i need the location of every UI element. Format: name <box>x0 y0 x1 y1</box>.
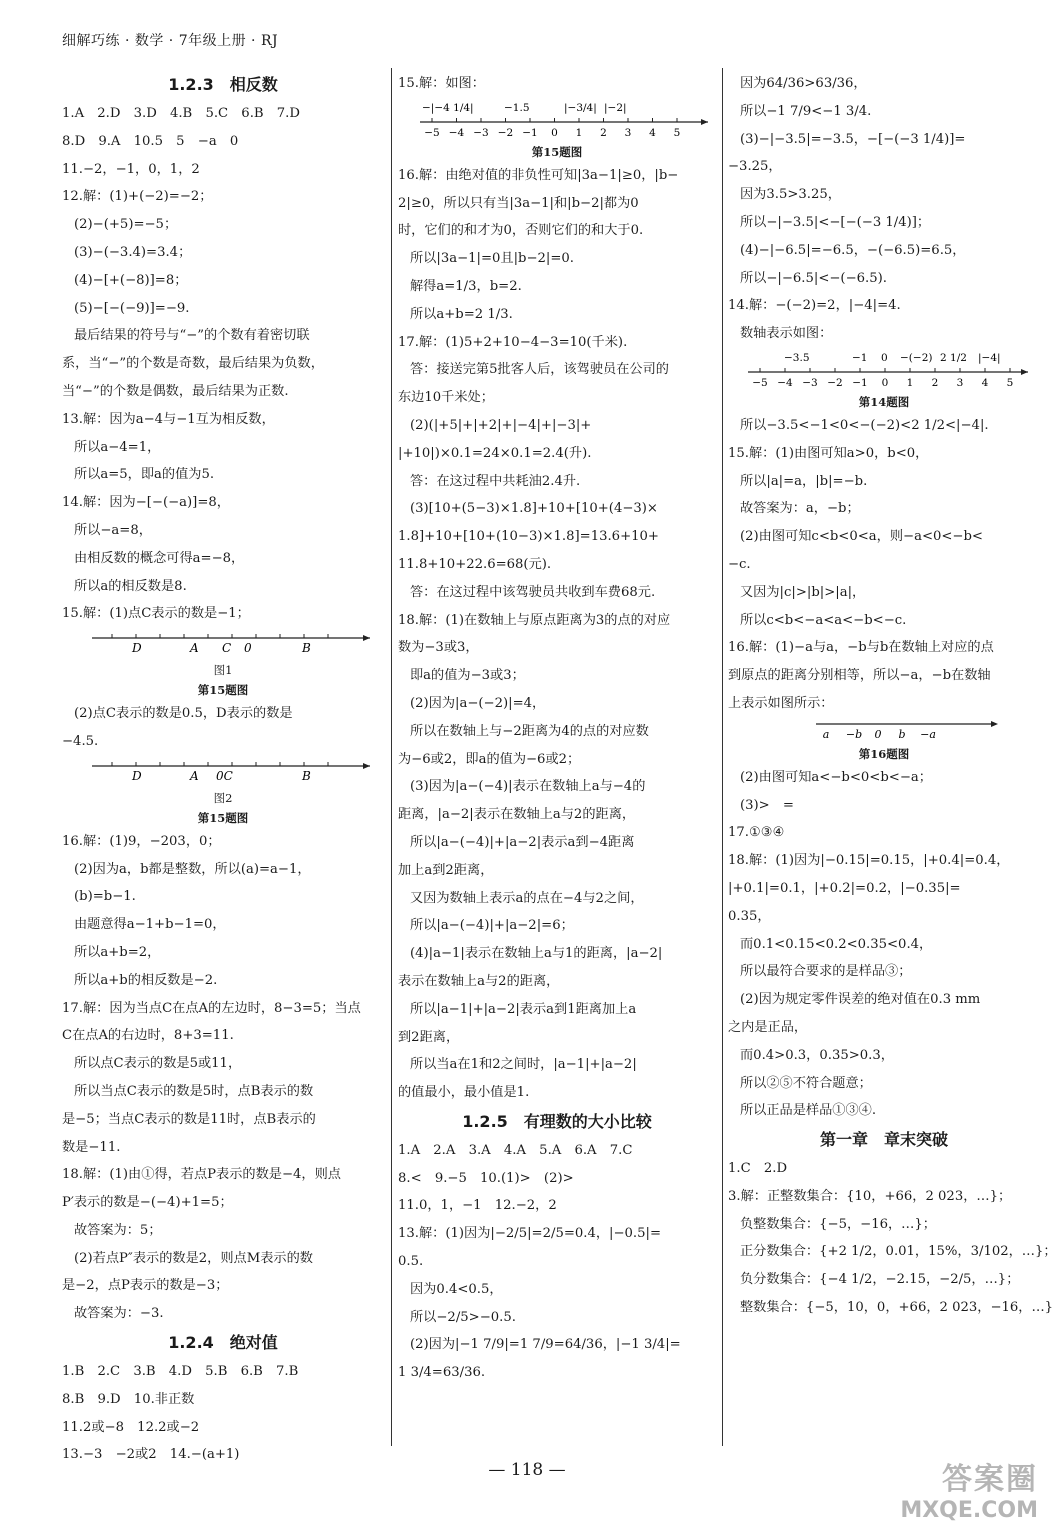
answer-line: 之内是正品， <box>728 1019 808 1035</box>
tick-label: 3 <box>956 376 964 389</box>
answer-line: 加上a到2距离， <box>398 862 494 878</box>
point-label: −1.5 <box>504 101 530 114</box>
answer-line: (b)=b−1. <box>74 889 136 905</box>
point-label: −|−4 1/4| <box>422 101 474 114</box>
answer-line: 所以c<b<−a<a<−b<−c. <box>740 612 907 628</box>
point-label: a <box>822 727 830 741</box>
answer-line: 的值最小，最小值是1. <box>398 1085 530 1101</box>
answer-line: 16.解：由绝对值的非负性可知|3a−1|≥0，|b− <box>398 167 679 183</box>
answer-line: (2)(|+5|+|+2|+|−4|+|−3|+ <box>410 417 592 433</box>
answer-line: 16.解：(1)9，−203，0； <box>62 833 221 849</box>
point-label: 0 <box>874 727 882 741</box>
point-label: −3.5 <box>784 351 810 364</box>
answer-line: 到2距离， <box>398 1029 460 1045</box>
answer-line: 又因为数轴上表示a的点在−4与2之间， <box>410 890 644 906</box>
answer-line: 8.< 9.−5 10.(1)> (2)> <box>398 1170 574 1186</box>
answer-line: 所以②⑤不符合题意； <box>740 1075 872 1091</box>
point-label: C <box>222 641 232 656</box>
answer-line: 18.解：(1)因为|−0.15|=0.15，|+0.4|=0.4， <box>728 853 1010 869</box>
tick-label: −2 <box>497 126 514 139</box>
tick-label: 4 <box>981 376 989 389</box>
answer-line: 整数集合：{−5，10，0，+66，2 023，−16，…} <box>740 1300 1054 1316</box>
answer-line: (2)由图可知a<−b<0<b<−a； <box>740 769 932 785</box>
answer-line: 11.8+10+22.6=68(元). <box>398 556 552 572</box>
watermark-logo <box>878 1462 1038 1532</box>
answer-line: 因为3.5>3.25， <box>740 187 841 203</box>
answer-line: 表示在数轴上a与2的距离， <box>398 973 560 989</box>
answer-line: 当“−”的个数是偶数，最后结果为正数. <box>62 383 289 399</box>
answer-block <box>62 828 384 1328</box>
answer-line: |+10|)×0.1=24×0.1=2.4(升). <box>398 445 592 461</box>
answer-line: 13.解：(1)因为|−2/5|=2/5=0.4，|−0.5|= <box>398 1226 662 1242</box>
point-label: D <box>132 768 142 783</box>
answer-line: 所以|3a−1|=0且|b−2|=0. <box>410 251 574 267</box>
answer-line: 1.A 2.A 3.A 4.A 5.A 6.A 7.C <box>398 1142 633 1158</box>
answer-line: 16.解：(1)−a与a，−b与b在数轴上对应的点 <box>728 640 994 656</box>
answer-line: 11.0，1，−1 12.−2，2 <box>398 1198 557 1214</box>
answer-line: 所以|a|=a，|b|=−b. <box>740 473 868 489</box>
answer-line: 答：在这过程中该驾驶员共收到车费68元. <box>410 584 656 600</box>
answer-line: 距离，|a−2|表示在数轴上a与2的距离， <box>398 807 636 823</box>
figure-caption: 第14题图 <box>858 394 910 409</box>
answer-line: 13.−3 −2或2 14.−(a+1) <box>62 1447 240 1463</box>
watermark-text: 答案圈 <box>942 1462 1038 1497</box>
point-label: |−3/4| <box>564 101 597 114</box>
point-label: A <box>190 768 199 783</box>
answer-line: 数轴表示如图： <box>740 326 833 342</box>
answer-line: 由题意得a−1+b−1=0， <box>74 917 226 933</box>
point-label: D <box>132 641 142 656</box>
column-middle <box>398 70 716 1446</box>
answer-line: 所以最符合要求的是样品③； <box>740 964 912 980</box>
answer-line: (2)因为|a−(−2)|=4， <box>410 695 546 711</box>
answer-line: (2)点C表示的数是0.5，D表示的数是 <box>74 706 293 722</box>
tick-label: −3 <box>473 126 489 139</box>
answer-block <box>728 70 1040 348</box>
answer-line: 2|≥0，所以只有当|3a−1|和|b−2|都为0 <box>398 195 639 211</box>
answer-line: 解得a=1/3，b=2. <box>410 278 522 294</box>
answer-line: 所以点C表示的数是5或11， <box>74 1056 242 1072</box>
tick-label: 3 <box>624 126 632 139</box>
answer-block <box>398 70 716 98</box>
answer-line: (3)−|−3.5|=−3.5，−[−(−3 1/4)]= <box>740 131 966 147</box>
answer-line: (3)因为|a−(−4)|表示在数轴上a与−4的 <box>410 779 646 795</box>
answer-line: 因为64/36>63/36， <box>740 76 867 91</box>
answer-line: 由相反数的概念可得a=−8， <box>74 550 245 566</box>
answer-line: 最后结果的符号与“−”的个数有着密切联 <box>74 328 310 344</box>
tick-label: 4 <box>649 126 656 139</box>
tick-label: −1 <box>522 126 538 139</box>
point-label: 0 <box>881 351 888 364</box>
answer-line: (4)|a−1|表示在数轴上a与1的距离，|a−2| <box>410 946 663 962</box>
answer-line: 17.解：(1)5+2+10−4−3=10(千米). <box>398 334 628 350</box>
answer-line: 因为0.4<0.5， <box>410 1281 503 1297</box>
tick-label: 0 <box>551 126 558 139</box>
answer-line: 15.解：如图： <box>398 76 485 91</box>
answer-block <box>728 764 1040 1125</box>
section-title: 1.2.4 绝对值 <box>168 1333 278 1353</box>
answer-line: 0.5. <box>398 1254 424 1270</box>
answer-line: 所以|a−(−4)|+|a−2|=6； <box>410 918 574 934</box>
tick-label: 2 <box>931 376 939 389</box>
number-line-figure <box>728 718 1040 744</box>
answer-block <box>62 1358 384 1469</box>
point-label: −a <box>920 727 936 741</box>
answer-line: P′表示的数是−(−4)+1=5； <box>62 1195 233 1211</box>
answer-line: 所以a的相反数是8. <box>74 578 187 594</box>
answer-line: 上表示如图所示： <box>728 695 834 711</box>
answer-line: 所以−a=8， <box>74 522 152 538</box>
tick-label: 5 <box>673 126 681 139</box>
answer-line: 15.解：(1)由图可知a>0，b<0， <box>728 445 929 461</box>
answer-line: 又因为|c|>|b|>|a|， <box>740 584 866 600</box>
answer-line: 18.解：(1)在数轴上与原点距离为3的点的对应 <box>398 612 671 628</box>
answer-line: 到原点的距离分别相等，所以−a，−b在数轴 <box>728 668 991 684</box>
point-label: B <box>302 768 311 783</box>
point-label: A <box>190 641 199 656</box>
answer-line: 系，当“−”的个数是奇数，最后结果为负数， <box>62 356 324 372</box>
answer-line: 1.A 2.D 3.D 4.B 5.C 6.B 7.D <box>62 106 300 121</box>
answer-block <box>728 412 1040 718</box>
answer-line: (4)−|−6.5|=−6.5，−(−6.5)=6.5， <box>740 242 966 258</box>
point-label: 0 <box>244 641 252 656</box>
answer-line: (2)因为a，b都是整数，所以(a)=a−1， <box>74 861 311 877</box>
answer-line: 1.C 2.D <box>728 1161 788 1177</box>
answer-line: 答：在这过程中共耗油2.4升. <box>410 473 581 489</box>
tick-label: −2 <box>827 376 843 389</box>
answer-line: (2)因为|−1 7/9|=1 7/9=64/36，|−1 3/4|= <box>410 1337 681 1353</box>
answer-line: 故答案为：5； <box>74 1222 162 1238</box>
point-label: 2 1/2 <box>940 351 967 364</box>
answer-line: 时，它们的和才为0，否则它们的和大于0. <box>398 223 644 239</box>
point-label: −b <box>845 727 863 741</box>
answer-line: 为−6或2，即a的值为−6或2； <box>398 751 581 767</box>
answer-line: 所以−|−3.5|<−[−(−3 1/4)]； <box>740 214 931 230</box>
answer-line: −3.25， <box>728 159 782 175</box>
number-line-figure <box>398 98 716 142</box>
answer-line: (2)若点P″表示的数是2，则点M表示的数 <box>74 1250 313 1266</box>
answer-line: (3)> = <box>740 797 794 813</box>
answer-line: (2)由图可知c<b<0<a，则−a<0<−b< <box>740 529 983 545</box>
tick-label: 2 <box>600 126 607 139</box>
answer-line: 东边10千米处； <box>398 390 494 406</box>
figure-caption: 第15题图 <box>197 810 249 825</box>
figure-sublabel: 图2 <box>213 790 233 805</box>
answer-line: 所以−|−6.5|<−(−6.5). <box>740 270 887 286</box>
answer-line: 8.D 9.A 10.5 5 −a 0 <box>62 133 239 149</box>
answer-line: |+0.1|=0.1，|+0.2|=0.2，|−0.35|= <box>728 880 961 896</box>
answer-line: 所以a=5，即a的值为5. <box>74 467 215 483</box>
answer-line: 即a的值为−3或3； <box>410 668 525 684</box>
answer-line: 所以a+b=2 1/3. <box>410 306 513 322</box>
column-divider <box>391 68 392 1446</box>
number-line-figure <box>728 348 1040 392</box>
answer-line: (4)−[+(−8)]=8； <box>74 272 188 288</box>
point-label: B <box>302 641 311 656</box>
answer-block <box>62 100 384 628</box>
answer-line: −c. <box>728 556 751 572</box>
tick-label: −5 <box>752 376 768 389</box>
answer-line: (2)因为规定零件误差的绝对值在0.3 mm <box>740 992 981 1008</box>
answer-line: 所以正品是样品①③④. <box>740 1103 877 1119</box>
answer-line: 负分数集合：{−4 1/2，−2.15，−2/5，…}； <box>740 1272 1020 1288</box>
answer-line: 15.解：(1)点C表示的数是−1； <box>62 606 250 622</box>
answer-line: 故答案为：−3. <box>74 1306 164 1322</box>
answer-line: 正分数集合：{+2 1/2，0.01，15%，3/102，…}； <box>740 1244 1057 1260</box>
answer-line: 是−5；当点C表示的数是11时，点B表示的 <box>62 1111 316 1127</box>
answer-line: 14.解：−(−2)=2，|−4|=4. <box>728 298 901 314</box>
answer-block <box>398 1137 716 1387</box>
answer-line: 所以|a−1|+|a−2|表示a到1距离加上a <box>410 1001 637 1017</box>
point-label: −1 <box>852 351 868 364</box>
tick-label: −4 <box>777 376 793 389</box>
answer-line: 数为−3或3， <box>398 640 479 656</box>
answer-line: 0.35， <box>728 908 771 924</box>
page-number: — 118 — <box>488 1460 566 1480</box>
tick-label: 1 <box>906 376 914 389</box>
answer-line: 所以当点C表示的数是5时，点B表示的数 <box>74 1083 314 1099</box>
figure-caption: 第15题图 <box>197 683 249 698</box>
point-label: b <box>898 727 906 741</box>
answer-line: (3)−(−3.4)=3.4； <box>74 244 192 260</box>
number-line-figure <box>62 628 384 660</box>
point-label: −(−2) <box>900 351 933 364</box>
section-title: 1.2.5 有理数的大小比较 <box>462 1111 652 1131</box>
answer-line: 数是−11. <box>62 1139 121 1155</box>
answer-line: 11.2或−8 12.2或−2 <box>62 1419 200 1435</box>
answer-line: 所以在数轴上与−2距离为4的点的对应数 <box>410 723 649 739</box>
answer-line: 答：接送完第5批客人后，该驾驶员在公司的 <box>410 362 669 378</box>
tick-label: 1 <box>575 126 583 139</box>
column-divider <box>722 68 723 1446</box>
answer-line: 故答案为：a，−b； <box>740 501 860 517</box>
answer-line: 17.①③④ <box>728 825 785 841</box>
point-label: |−4| <box>978 351 1001 364</box>
answer-block <box>728 1155 1057 1322</box>
answer-line: 11.−2，−1，0，1，2 <box>62 161 200 177</box>
answer-line: 而0.1<0.15<0.2<0.35<0.4， <box>740 936 933 952</box>
answer-line: 1.8]+10+[10+(10−3)×1.8]=13.6+10+ <box>398 529 659 545</box>
answer-line: 12.解：(1)+(−2)=−2； <box>62 189 213 205</box>
section-title: 1.2.3 相反数 <box>168 75 278 94</box>
answer-line: (3)[10+(5−3)×1.8]+10+[10+(4−3)× <box>410 501 658 517</box>
answer-line: 所以−2/5>−0.5. <box>410 1309 516 1325</box>
answer-line: 8.B 9.D 10.非正数 <box>62 1391 195 1407</box>
answer-line: 所以a−4=1， <box>74 439 161 455</box>
figure-caption: 第15题图 <box>531 144 583 159</box>
answer-line: 所以a+b=2， <box>74 944 161 960</box>
answer-line: 3.解：正整数集合：{10，+66，2 023，…}； <box>728 1188 1012 1204</box>
answer-line: 所以当a在1和2之间时，|a−1|+|a−2| <box>410 1057 637 1073</box>
answer-line: 所以−1 7/9<−1 3/4. <box>740 103 872 119</box>
answer-block <box>62 700 384 756</box>
answer-line: 17.解：因为当点C在点A的左边时，8−3=5；当点 <box>62 1000 361 1016</box>
column-right <box>728 70 1057 1446</box>
section-title: 第一章 章末突破 <box>819 1130 948 1150</box>
column-left <box>62 70 384 1463</box>
answer-line: 14.解：因为−[−(−a)]=8， <box>62 495 230 511</box>
tick-label: −4 <box>448 126 465 139</box>
figure-sublabel: 图1 <box>213 663 233 678</box>
answer-line: 1.B 2.C 3.B 4.D 5.B 6.B 7.B <box>62 1364 299 1380</box>
answer-line: C在点A的右边时，8+3=11. <box>62 1028 234 1044</box>
tick-label: 0 <box>881 376 889 389</box>
answer-line: 所以|a−(−4)|+|a−2|表示a到−4距离 <box>410 834 635 850</box>
point-label: |−2| <box>604 101 627 114</box>
answer-line: (2)−(+5)=−5； <box>74 217 178 233</box>
figure-caption: 第16题图 <box>858 746 910 761</box>
answer-line: 而0.4>0.3，0.35>0.3， <box>740 1047 894 1063</box>
page-header: 细解巧练 · 数学 · 7年级上册 · RJ <box>62 33 279 49</box>
number-line-figure <box>62 756 384 788</box>
answer-line: −4.5. <box>62 733 99 749</box>
answer-line: 所以a+b的相反数是−2. <box>74 972 218 988</box>
tick-label: −5 <box>424 126 440 139</box>
answer-line: 是−2，点P表示的数是−3； <box>62 1278 229 1294</box>
tick-label: −1 <box>852 376 868 389</box>
answer-line: (5)−[−(−9)]=−9. <box>74 300 190 316</box>
answer-line: 18.解：(1)由①得，若点P表示的数是−4，则点 <box>62 1167 341 1183</box>
answer-line: 13.解：因为a−4与−1互为相反数， <box>62 411 275 427</box>
answer-block <box>398 162 716 1107</box>
answer-line: 负整数集合：{−5，−16，…}； <box>740 1216 936 1232</box>
answer-line: 所以−3.5<−1<0<−(−2)<2 1/2<|−4|. <box>740 417 989 433</box>
watermark-url: MXQE.COM <box>900 1498 1038 1523</box>
tick-label: −3 <box>802 376 818 389</box>
tick-label: 5 <box>1006 376 1014 389</box>
point-label: 0C <box>216 768 233 783</box>
answer-line: 1 3/4=63/36. <box>398 1365 486 1381</box>
